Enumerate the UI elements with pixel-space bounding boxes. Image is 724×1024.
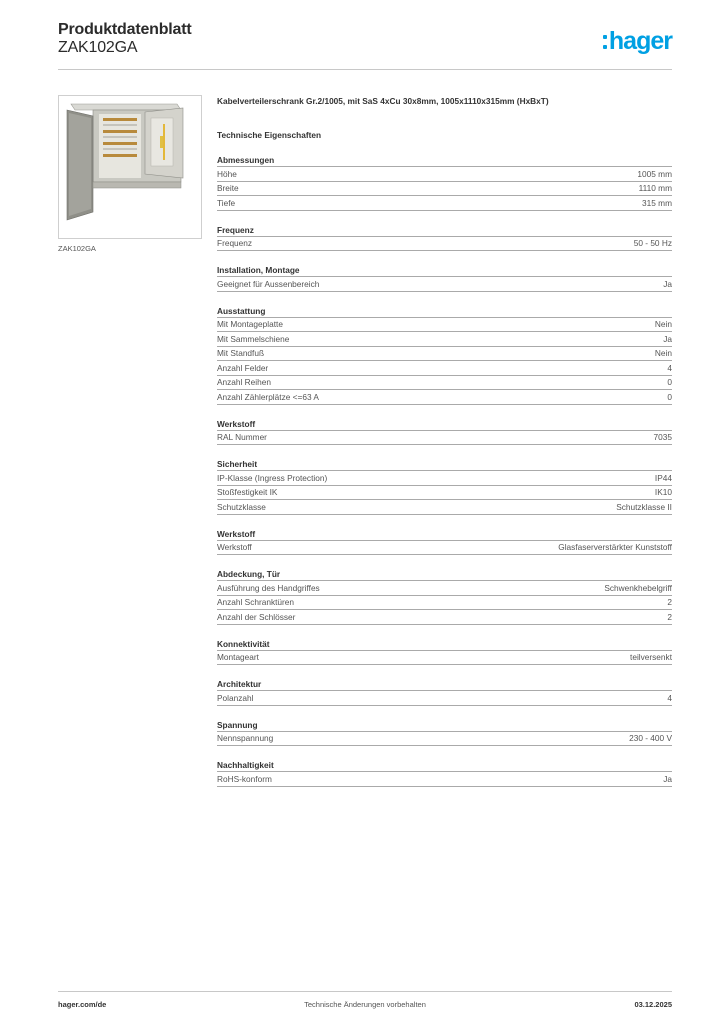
section-title: Sicherheit xyxy=(217,459,672,471)
property-label: Anzahl Schranktüren xyxy=(217,597,295,608)
property-row xyxy=(217,651,672,666)
page-footer xyxy=(58,991,672,1015)
property-section xyxy=(217,419,672,446)
product-code: ZAK102GA xyxy=(58,39,138,56)
property-value: 0 xyxy=(667,377,672,388)
property-section xyxy=(217,265,672,292)
property-label: Nennspannung xyxy=(217,733,274,744)
property-value: Schutzklasse II xyxy=(616,501,672,512)
property-row xyxy=(217,237,672,252)
property-row xyxy=(217,182,672,197)
main-content xyxy=(217,96,672,787)
property-row xyxy=(217,431,672,446)
property-value: Ja xyxy=(663,773,672,784)
section-title: Frequenz xyxy=(217,225,672,237)
property-label: Höhe xyxy=(217,168,237,179)
property-row xyxy=(217,361,672,376)
property-label: Frequenz xyxy=(217,238,253,249)
property-value: 230 - 400 V xyxy=(629,733,672,744)
property-value: Glasfaserverstärkter Kunststoff xyxy=(558,542,672,553)
property-value: IK10 xyxy=(654,487,672,498)
footer-date: 03.12.2025 xyxy=(634,1000,672,1009)
property-value: 1110 mm xyxy=(638,183,672,194)
property-section xyxy=(217,760,672,787)
property-sections xyxy=(217,155,672,787)
property-label: Tiefe xyxy=(217,197,236,208)
property-value: Schwenkhebelgriff xyxy=(604,582,672,593)
property-row xyxy=(217,376,672,391)
section-title: Architektur xyxy=(217,679,672,691)
property-row xyxy=(217,486,672,501)
section-title: Ausstattung xyxy=(217,306,672,318)
property-row xyxy=(217,541,672,556)
property-section xyxy=(217,639,672,666)
property-value: 1005 mm xyxy=(637,168,672,179)
property-label: Anzahl Felder xyxy=(217,362,269,373)
property-section xyxy=(217,225,672,252)
property-row xyxy=(217,772,672,787)
property-value: Nein xyxy=(654,348,672,359)
section-title: Installation, Montage xyxy=(217,265,672,277)
property-section xyxy=(217,306,672,405)
section-title: Abdeckung, Tür xyxy=(217,569,672,581)
property-label: Geeignet für Aussenbereich xyxy=(217,278,320,289)
property-value: Ja xyxy=(663,278,672,289)
property-value: Ja xyxy=(663,333,672,344)
property-value: 50 - 50 Hz xyxy=(633,238,672,249)
property-value: IP44 xyxy=(654,472,672,483)
property-value: 0 xyxy=(667,391,672,402)
property-label: RAL Nummer xyxy=(217,432,267,443)
property-label: Anzahl der Schlösser xyxy=(217,611,296,622)
footer-website: hager.com/de xyxy=(58,1000,107,1009)
product-description: Kabelverteilerschrank Gr.2/1005, mit SaS 4xCu 30x8mm, 1005x1110x315mm (HxBxT) xyxy=(217,96,549,106)
property-label: Anzahl Reihen xyxy=(217,377,271,388)
section-title: Spannung xyxy=(217,720,672,732)
property-row xyxy=(217,390,672,405)
property-row xyxy=(217,471,672,486)
section-title: Nachhaltigkeit xyxy=(217,760,672,772)
property-row xyxy=(217,277,672,292)
section-title: Werkstoff xyxy=(217,529,672,541)
property-section xyxy=(217,459,672,515)
section-title: Konnektivität xyxy=(217,639,672,651)
properties-heading: Technische Eigenschaften xyxy=(217,130,322,140)
property-value: 315 mm xyxy=(642,197,672,208)
hager-logo xyxy=(603,28,672,54)
property-label: Mit Montageplatte xyxy=(217,319,283,330)
property-label: Schutzklasse xyxy=(217,501,266,512)
property-row xyxy=(217,691,672,706)
property-label: IP-Klasse (Ingress Protection) xyxy=(217,472,328,483)
property-row xyxy=(217,500,672,515)
property-section xyxy=(217,679,672,706)
cabinet-illustration xyxy=(59,96,201,238)
property-label: Anzahl Zählerplätze <=63 A xyxy=(217,391,319,402)
property-value: teilversenkt xyxy=(630,652,672,663)
property-value: Nein xyxy=(654,319,672,330)
property-row xyxy=(217,581,672,596)
property-value: 4 xyxy=(667,362,672,373)
property-label: Mit Sammelschiene xyxy=(217,333,290,344)
property-label: Breite xyxy=(217,183,239,194)
property-row xyxy=(217,347,672,362)
property-value: 7035 xyxy=(653,432,672,443)
section-title: Abmessungen xyxy=(217,155,672,167)
property-label: Stoßfestigkeit IK xyxy=(217,487,278,498)
property-label: Montageart xyxy=(217,652,259,663)
property-label: Ausführung des Handgriffes xyxy=(217,582,320,593)
logo-mark-icon xyxy=(603,35,607,49)
property-label: Polanzahl xyxy=(217,692,254,703)
property-row xyxy=(217,596,672,611)
document-title: Produktdatenblatt xyxy=(58,21,192,38)
property-label: Werkstoff xyxy=(217,542,252,553)
property-row xyxy=(217,196,672,211)
property-label: RoHS-konform xyxy=(217,773,272,784)
logo-text: hager xyxy=(608,26,672,55)
property-row xyxy=(217,167,672,182)
page-header xyxy=(58,20,672,70)
property-label: Mit Standfuß xyxy=(217,348,265,359)
footer-notice: Technische Änderungen vorbehalten xyxy=(304,1000,426,1009)
property-value: 2 xyxy=(667,611,672,622)
product-image-caption: ZAK102GA xyxy=(58,244,96,253)
property-row xyxy=(217,332,672,347)
property-row xyxy=(217,610,672,625)
section-title: Werkstoff xyxy=(217,419,672,431)
property-row xyxy=(217,318,672,333)
property-section xyxy=(217,155,672,211)
product-image xyxy=(58,95,202,239)
property-value: 4 xyxy=(667,692,672,703)
property-section xyxy=(217,529,672,556)
property-section xyxy=(217,720,672,747)
property-value: 2 xyxy=(667,597,672,608)
property-row xyxy=(217,732,672,747)
property-section xyxy=(217,569,672,625)
